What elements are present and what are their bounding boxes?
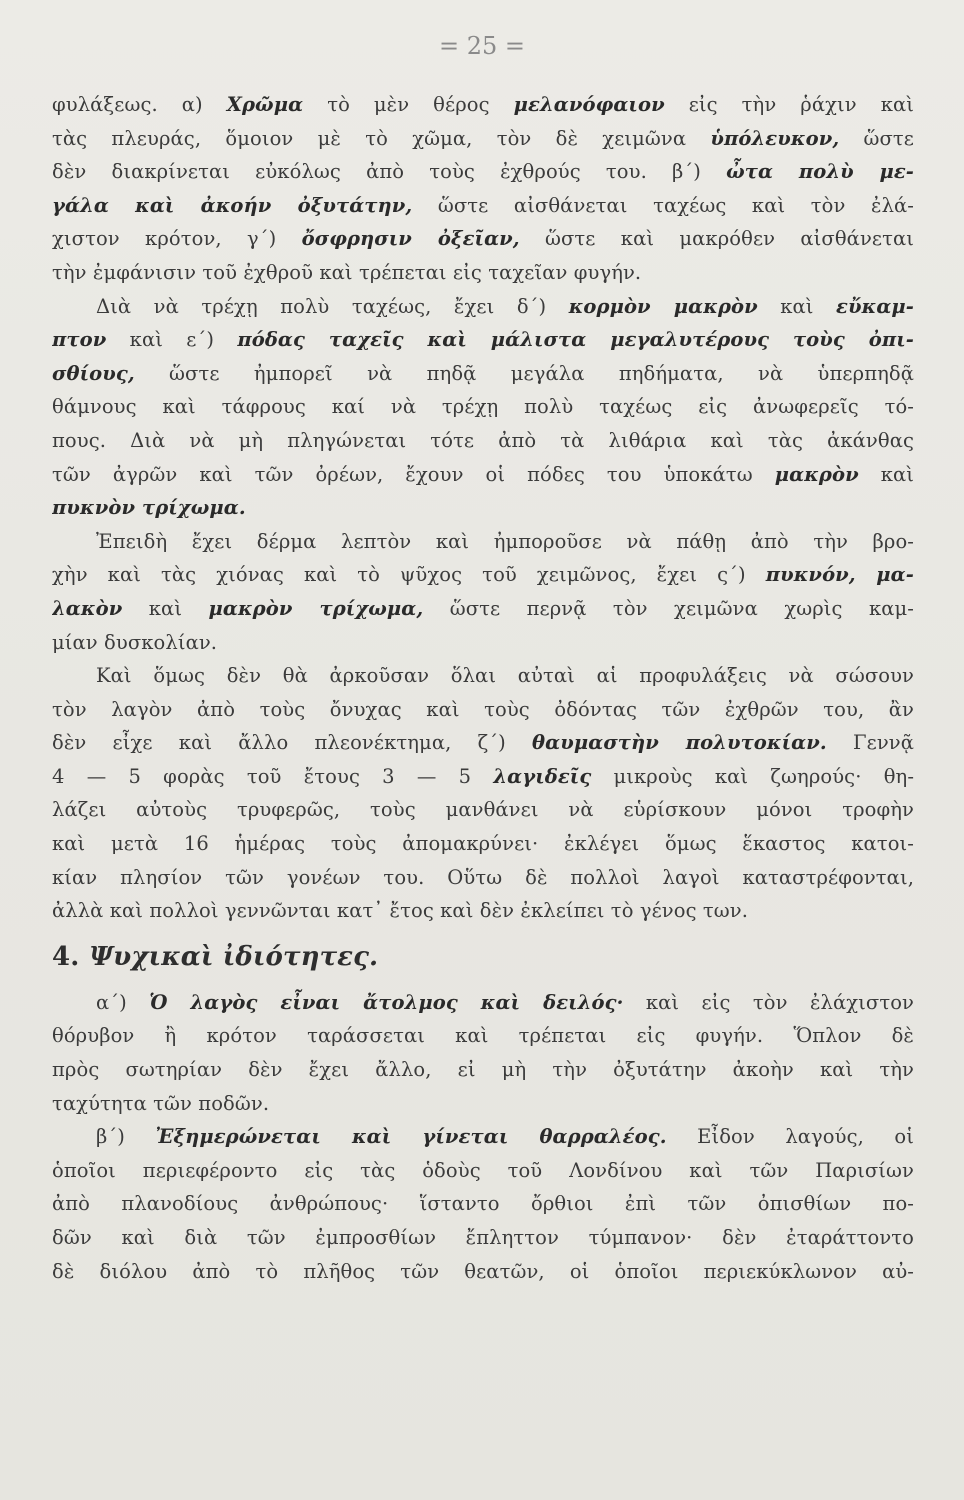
- text-line: ὁποῖοι περιεφέροντο εἰς τὰς ὁδοὺς τοῦ Λονδίνου καὶ τῶν Παρισίων: [52, 1158, 914, 1182]
- text-line: τὰς πλευράς, ὅμοιον μὲ τὸ χῶμα, τὸν δὲ χειμῶνα ὑπόλευκον, ὥστε: [52, 126, 914, 150]
- text-line: πρὸς σωτηρίαν δὲν ἔχει ἄλλο, εἰ μὴ τὴν ὀξυτάτην ἀκοὴν καὶ τὴν: [52, 1058, 914, 1082]
- text-line: δὲν διακρίνεται εὐκόλως ἀπὸ τοὺς ἐχθρούς του. β΄) ὦτα πολὺ με-: [52, 160, 914, 184]
- text-line: δῶν καὶ διὰ τῶν ἐμπροσθίων ἔπληττον τύμπανον· δὲν ἐταράττοντο: [52, 1226, 914, 1249]
- text-line: ἀλλὰ καὶ πολλοὶ γεννῶνται κατ᾿ ἔτος καὶ δὲν ἐκλείπει τὸ γένος των.: [52, 899, 749, 923]
- text-line: πυκνὸν τρίχωμα.: [52, 496, 246, 520]
- text-line: γάλα καὶ ἀκοήν ὀξυτάτην, ὥστε αἰσθάνεται ταχέως καὶ τὸν ἐλά-: [52, 193, 914, 217]
- text-line: σθίους, ὥστε ἠμπορεῖ νὰ πηδᾷ μεγάλα πηδήματα, νὰ ὑπερπηδᾷ: [52, 361, 914, 385]
- text-line: τὴν ἐμφάνισιν τοῦ ἐχθροῦ καὶ τρέπεται εἰς ταχεῖαν φυγήν.: [52, 260, 642, 284]
- text-line: θάμνους καὶ τάφρους καί νὰ τρέχῃ πολὺ ταχέως εἰς ἀνωφερεῖς τό-: [52, 395, 914, 419]
- text-line: φυλάξεως. α) Χρῶμα τὸ μὲν θέρος μελανόφαιον εἰς τὴν ῥάχιν καὶ: [52, 93, 914, 116]
- text-line: λακὸν καὶ μακρὸν τρίχωμα, ὥστε περνᾷ τὸν χειμῶνα χωρὶς καμ-: [52, 596, 914, 620]
- section-heading: [52, 932, 914, 982]
- text-line: ταχύτητα τῶν ποδῶν.: [52, 1091, 270, 1115]
- text-line: τὸν λαγὸν ἀπὸ τοὺς ὄνυχας καὶ τοὺς ὀδόντας τῶν ἐχθρῶν του, ἂν: [52, 697, 914, 721]
- text-line: τῶν ἀγρῶν καὶ τῶν ὀρέων, ἔχουν οἱ πόδες του ὑποκάτω μακρὸν καὶ: [52, 462, 914, 486]
- text-line: πτον καὶ ε΄) πόδας ταχεῖς καὶ μάλιστα μεγαλυτέρους τοὺς ὀπι-: [52, 328, 914, 352]
- text-line: πους. Διὰ νὰ μὴ πληγώνεται τότε ἀπὸ τὰ λιθάρια καὶ τὰς ἀκάνθας: [52, 428, 914, 452]
- text-line: δὲν εἶχε καὶ ἄλλο πλεονέκτημα, ζ΄) θαυμαστὴν πολυτοκίαν. Γεννᾷ: [52, 731, 914, 755]
- text-line: χιστον κρότον, γ΄) ὄσφρησιν ὀξεῖαν, ὥστε καὶ μακρόθεν αἰσθάνεται: [52, 227, 914, 251]
- text-line: κίαν πλησίον τῶν γονέων του. Οὕτω δὲ πολλοὶ λαγοὶ καταστρέφονται,: [52, 865, 914, 889]
- text-line: α΄) Ὁ λαγὸς εἶναι ἄτολμος καὶ δειλός· καὶ εἰς τὸν ἐλάχιστον: [96, 990, 914, 1014]
- section-number: 4.: [52, 941, 80, 972]
- text-line: Ἐπειδὴ ἔχει δέρμα λεπτὸν καὶ ἠμποροῦσε νὰ πάθῃ ἀπὸ τὴν βρο-: [96, 529, 914, 553]
- text-line: λάζει αὐτοὺς τρυφερῶς, τοὺς μανθάνει νὰ εὑρίσκουν μόνοι τροφὴν: [52, 798, 914, 822]
- text-line: Καὶ ὅμως δὲν θὰ ἀρκοῦσαν ὅλαι αὐταὶ αἱ προφυλάξεις νὰ σώσουν: [96, 664, 914, 688]
- text-line: δὲ διόλου ἀπὸ τὸ πλῆθος τῶν θεατῶν, οἱ ὁποῖοι περιεκύκλωνον αὐ-: [52, 1259, 914, 1283]
- text-line: μίαν δυσκολίαν.: [52, 630, 218, 654]
- text-line: Διὰ νὰ τρέχῃ πολὺ ταχέως, ἔχει δ΄) κορμὸν μακρὸν καὶ εὔκαμ-: [96, 294, 914, 318]
- text-line: καὶ μετὰ 16 ἡμέρας τοὺς ἀπομακρύνει· ἐκλέγει ὅμως ἕκαστος κατοι-: [52, 832, 914, 856]
- body-text: [52, 88, 914, 1288]
- page-number: = 25 =: [438, 32, 525, 60]
- text-line: 4 — 5 φορὰς τοῦ ἔτους 3 — 5 λαγιδεῖς μικροὺς καὶ ζωηρούς· θη-: [52, 764, 914, 788]
- text-line: β΄) Ἐξημερώνεται καὶ γίνεται θαρραλέος. Εἶδον λαγούς, οἱ: [96, 1125, 914, 1149]
- section-title: Ψυχικαὶ ἰδιότητες.: [89, 941, 379, 972]
- text-line: θόρυβον ἢ κρότον ταράσσεται καὶ τρέπεται εἰς φυγήν. Ὅπλον δὲ: [52, 1024, 914, 1048]
- text-line: χὴν καὶ τὰς χιόνας καὶ τὸ ψῦχος τοῦ χειμῶνος, ἔχει ς΄) πυκνόν, μα-: [52, 563, 914, 587]
- text-line: ἀπὸ πλανοδίους ἀνθρώπους· ἵσταντο ὄρθιοι ἐπὶ τῶν ὀπισθίων πο-: [52, 1192, 914, 1216]
